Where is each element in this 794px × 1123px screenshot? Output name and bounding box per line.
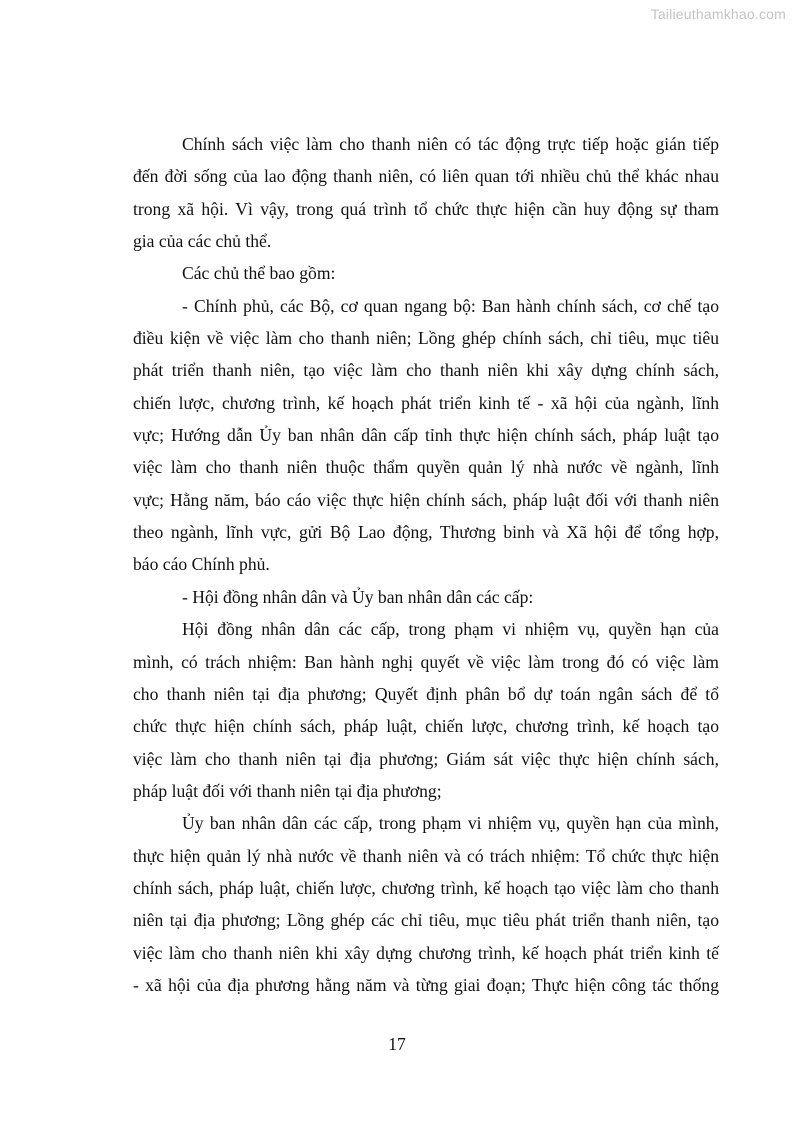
- paragraph-line: chiến lược, chương trình, kế hoạch phát triển kinh tế - xã hội của ngành, lĩnh: [133, 392, 719, 413]
- paragraph-line: thực hiện quản lý nhà nước về thanh niên và có trách nhiệm: Tổ chức thực hiện: [133, 845, 719, 866]
- paragraph-line: việc làm cho thanh niên khi xây dựng chương trình, kế hoạch phát triển kinh tế: [133, 942, 719, 963]
- paragraph-line: vực; Hướng dẫn Ủy ban nhân dân cấp tỉnh thực hiện chính sách, pháp luật tạo: [133, 425, 719, 446]
- paragraph-line: - Hội đồng nhân dân và Ủy ban nhân dân các cấp:: [182, 586, 534, 607]
- watermark: Tailieuthamkhao.com: [650, 6, 786, 22]
- paragraph-line: - Chính phủ, các Bộ, cơ quan ngang bộ: Ban hành chính sách, cơ chế tạo: [182, 295, 719, 316]
- paragraph-line: cho thanh niên tại địa phương; Quyết định phân bổ dự toán ngân sách để tổ: [133, 683, 719, 704]
- paragraph-line: mình, có trách nhiệm: Ban hành nghị quyết về việc làm trong đó có việc làm: [133, 651, 719, 672]
- paragraph-line: theo ngành, lĩnh vực, gửi Bộ Lao động, Thương binh và Xã hội để tổng hợp,: [133, 522, 719, 543]
- paragraph-line: đến đời sống của lao động thanh niên, có liên quan tới nhiều chủ thể khác nhau: [133, 166, 719, 187]
- paragraph-line: gia của các chủ thể.: [133, 231, 272, 252]
- paragraph-line: Chính sách việc làm cho thanh niên có tác động trực tiếp hoặc gián tiếp: [182, 134, 719, 154]
- document-body: [133, 128, 719, 1001]
- paragraph-line: chính sách, pháp luật, chiến lược, chương trình, kế hoạch tạo việc làm cho thanh: [133, 877, 719, 898]
- paragraph-line: Ủy ban nhân dân các cấp, trong phạm vi nhiệm vụ, quyền hạn của mình,: [182, 813, 719, 834]
- paragraph-line: - xã hội của địa phương hằng năm và từng giai đoạn; Thực hiện công tác thống: [133, 974, 719, 995]
- paragraph-line: việc làm cho thanh niên tại địa phương; Giám sát việc thực hiện chính sách,: [133, 748, 719, 769]
- paragraph-line: trong xã hội. Vì vậy, trong quá trình tổ chức thực hiện cần huy động sự tham: [133, 198, 719, 219]
- paragraph-line: niên tại địa phương; Lồng ghép các chỉ tiêu, mục tiêu phát triển thanh niên, tạo: [133, 910, 719, 931]
- paragraph-line: Hội đồng nhân dân các cấp, trong phạm vi nhiệm vụ, quyền hạn của: [182, 619, 719, 640]
- paragraph-line: chức thực hiện chính sách, pháp luật, chiến lược, chương trình, kế hoạch tạo: [133, 716, 719, 737]
- paragraph-line: điều kiện về việc làm cho thanh niên; Lồng ghép chính sách, chỉ tiêu, mục tiêu: [133, 328, 719, 349]
- page-number: 17: [388, 1034, 406, 1054]
- paragraph-line: Các chủ thể bao gồm:: [182, 263, 336, 284]
- paragraph-line: việc làm cho thanh niên thuộc thẩm quyền quản lý nhà nước về ngành, lĩnh: [133, 457, 719, 478]
- paragraph-line: vực; Hằng năm, báo cáo việc thực hiện chính sách, pháp luật đối với thanh niên: [133, 489, 719, 510]
- paragraph-line: báo cáo Chính phủ.: [133, 554, 270, 575]
- paragraph-line: phát triển thanh niên, tạo việc làm cho thanh niên khi xây dựng chính sách,: [133, 360, 719, 381]
- paragraph-line: pháp luật đối với thanh niên tại địa phương;: [133, 780, 442, 801]
